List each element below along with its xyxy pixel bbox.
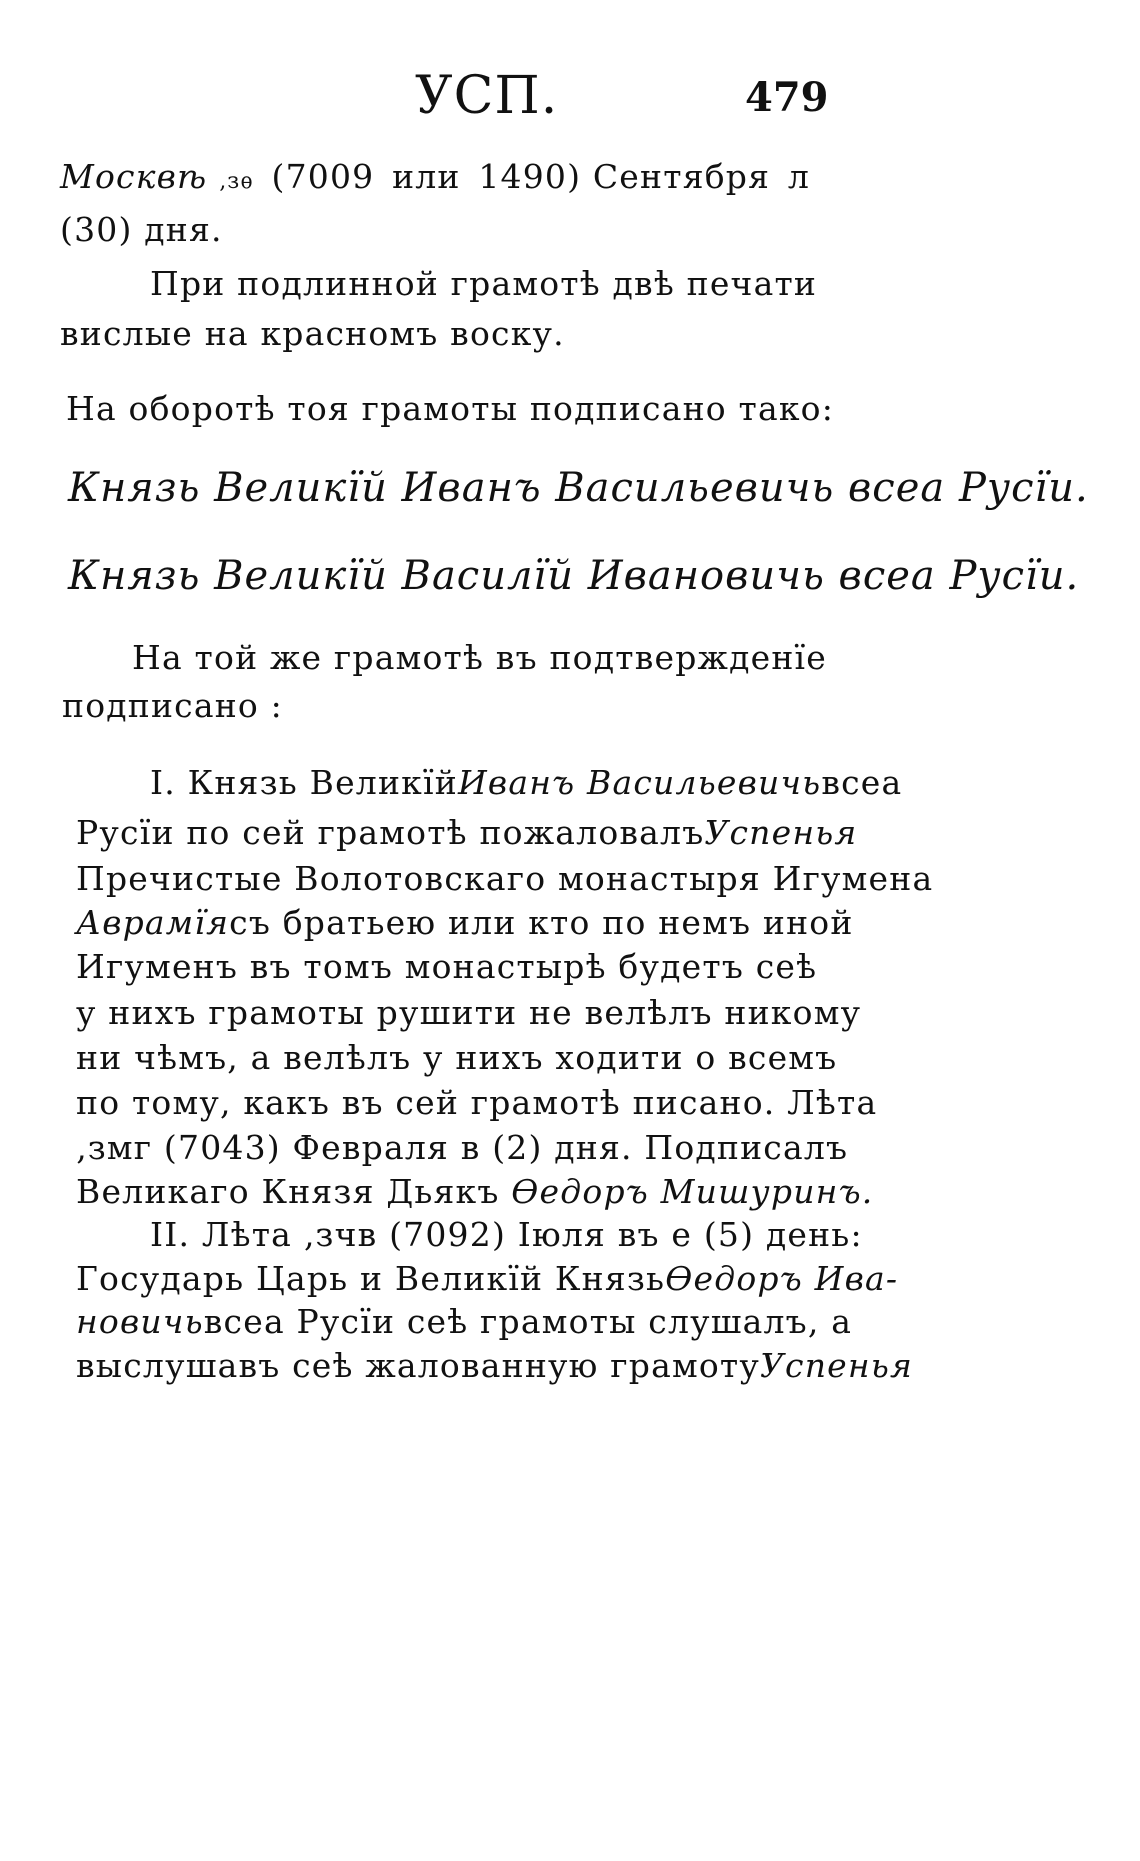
text-line: у нихъ грамоты рушити не велѣлъ никому: [76, 993, 862, 1032]
text-span: Государь Царь и Великїй Князь: [76, 1259, 666, 1298]
text-line: [76, 813, 858, 852]
text-line: [76, 903, 854, 942]
text-span: всеа: [821, 763, 903, 802]
text-line: по тому, какъ въ сей грамотѣ писано. Лѣта: [76, 1083, 878, 1122]
text-line: [60, 157, 810, 196]
text-span: Иванъ Васильевичь: [457, 763, 822, 802]
text-line: (30) дня.: [60, 210, 223, 249]
text-span: Великаго Князя Дьякъ: [76, 1172, 512, 1211]
text-span: л: [787, 157, 810, 196]
text-span: или: [392, 157, 461, 196]
text-line: [150, 763, 903, 802]
signature-line: Князь Великїй Иванъ Васильевичь всеа Русїи.: [68, 465, 1089, 511]
text-line: подписано :: [62, 686, 283, 725]
signature-line: Князь Великїй Василїй Ивановичь всеа Русїи.: [68, 553, 1080, 599]
text-line: [76, 1302, 853, 1341]
text-line: [76, 1346, 914, 1385]
text-line: II. Лѣта ‚зчв (7092) Іюля въ е (5) день:: [150, 1215, 863, 1254]
text-span: Русїи по сей грамотѣ пожаловалъ: [76, 813, 705, 852]
text-span: Аврамїя: [76, 903, 230, 942]
text-span: (7009: [271, 157, 375, 196]
text-span: I. Князь Великїй: [150, 763, 458, 802]
text-line: вислые на красномъ воску.: [60, 314, 565, 353]
text-span: Ѳедоръ Ива-: [665, 1259, 899, 1298]
page-number: 479: [745, 74, 829, 121]
text-span: новичь: [76, 1302, 204, 1341]
text-span: выслушавъ сеѣ жалованную грамоту: [76, 1346, 760, 1385]
text-span: Ѳедоръ Мишуринъ.: [511, 1172, 874, 1211]
text-line: Игуменъ въ томъ монастырѣ будетъ сеѣ: [76, 947, 818, 986]
text-line: На оборотѣ тоя грамоты подписано тако:: [66, 389, 835, 428]
text-line: ‚змг (7043) Февраля в (2) дня. Подписалъ: [76, 1128, 849, 1167]
running-head: УСП.: [415, 66, 559, 126]
text-span: Успенья: [759, 1346, 914, 1385]
text-span: Москвѣ: [60, 157, 208, 196]
text-span: всеа Русїи сеѣ грамоты слушалъ, а: [203, 1302, 853, 1341]
text-span: 1490) Сентября: [478, 157, 771, 196]
text-line: [76, 1172, 874, 1211]
text-line: Пречистые Волотовскаго монастыря Игумена: [76, 859, 934, 898]
text-line: [76, 1259, 899, 1298]
text-line: На той же грамотѣ въ подтвержденїе: [132, 638, 828, 677]
text-span: ‚зѳ: [219, 169, 254, 194]
text-line: При подлинной грамотѣ двѣ печати: [150, 264, 818, 303]
text-span: съ братьею или кто по немъ иной: [229, 903, 854, 942]
text-line: ни чѣмъ, а велѣлъ у нихъ ходити о всемъ: [76, 1038, 838, 1077]
text-span: Успенья: [704, 813, 858, 852]
